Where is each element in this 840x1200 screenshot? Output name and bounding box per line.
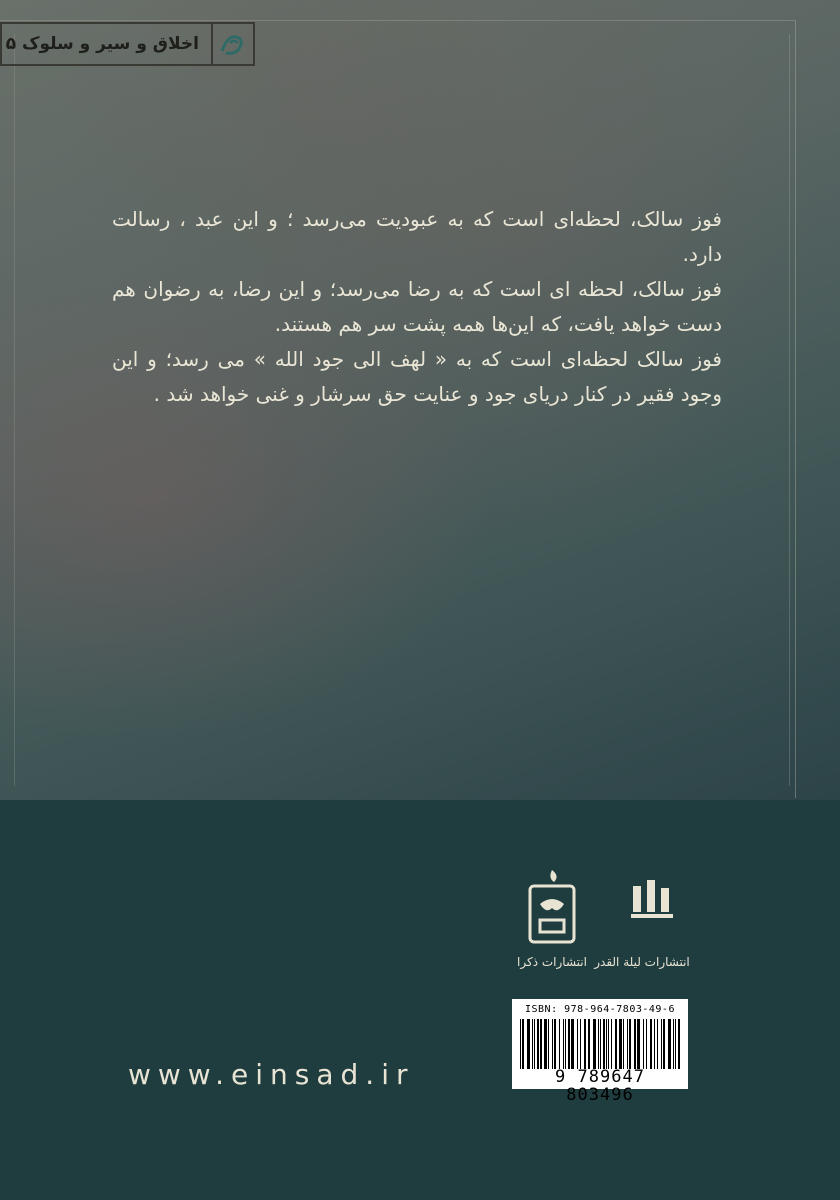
series-label-box [0,22,255,66]
barcode-bars [518,1019,682,1069]
paragraph: فوز سالک لحظه‌ای است که به « لهف الی جود الله » می رسد؛ و این وجود فقیر در کنار دریای جود و عنایت حق سرشار و غنی خواهد شد . [112,347,722,406]
paragraph: فوز سالک، لحظه‌ای است که به عبودیت می‌رسد ؛ و این عبد ، رسالت دارد. [112,207,722,266]
publisher-name: انتشارات لیلة القدر [594,955,690,969]
series-logo-icon [211,24,253,64]
publisher-zekra [516,868,588,969]
barcode-label [512,999,688,1105]
paragraph: فوز سالک، لحظه ای است که به رضا می‌رسد؛ و این رضا، به رضوان هم دست خواهد یافت، که این‌ها همه پشت سر هم هستند. [112,277,722,336]
barcode-number: 9 789647 803496 [555,1067,645,1105]
isbn-text: ISBN: 978-964-7803-49-6 [525,1004,675,1015]
website-url: www.einsad.ir [128,1058,415,1091]
crescent-logo-icon [597,868,687,946]
zekra-logo-icon [522,868,582,946]
cover-lower-panel [0,800,840,1200]
publisher-name: انتشارات ذکرا [517,955,587,969]
back-cover-text [112,202,722,412]
publisher-laylat [594,868,690,969]
series-title: اخلاق و سیر و سلوک ۵ [5,34,199,54]
